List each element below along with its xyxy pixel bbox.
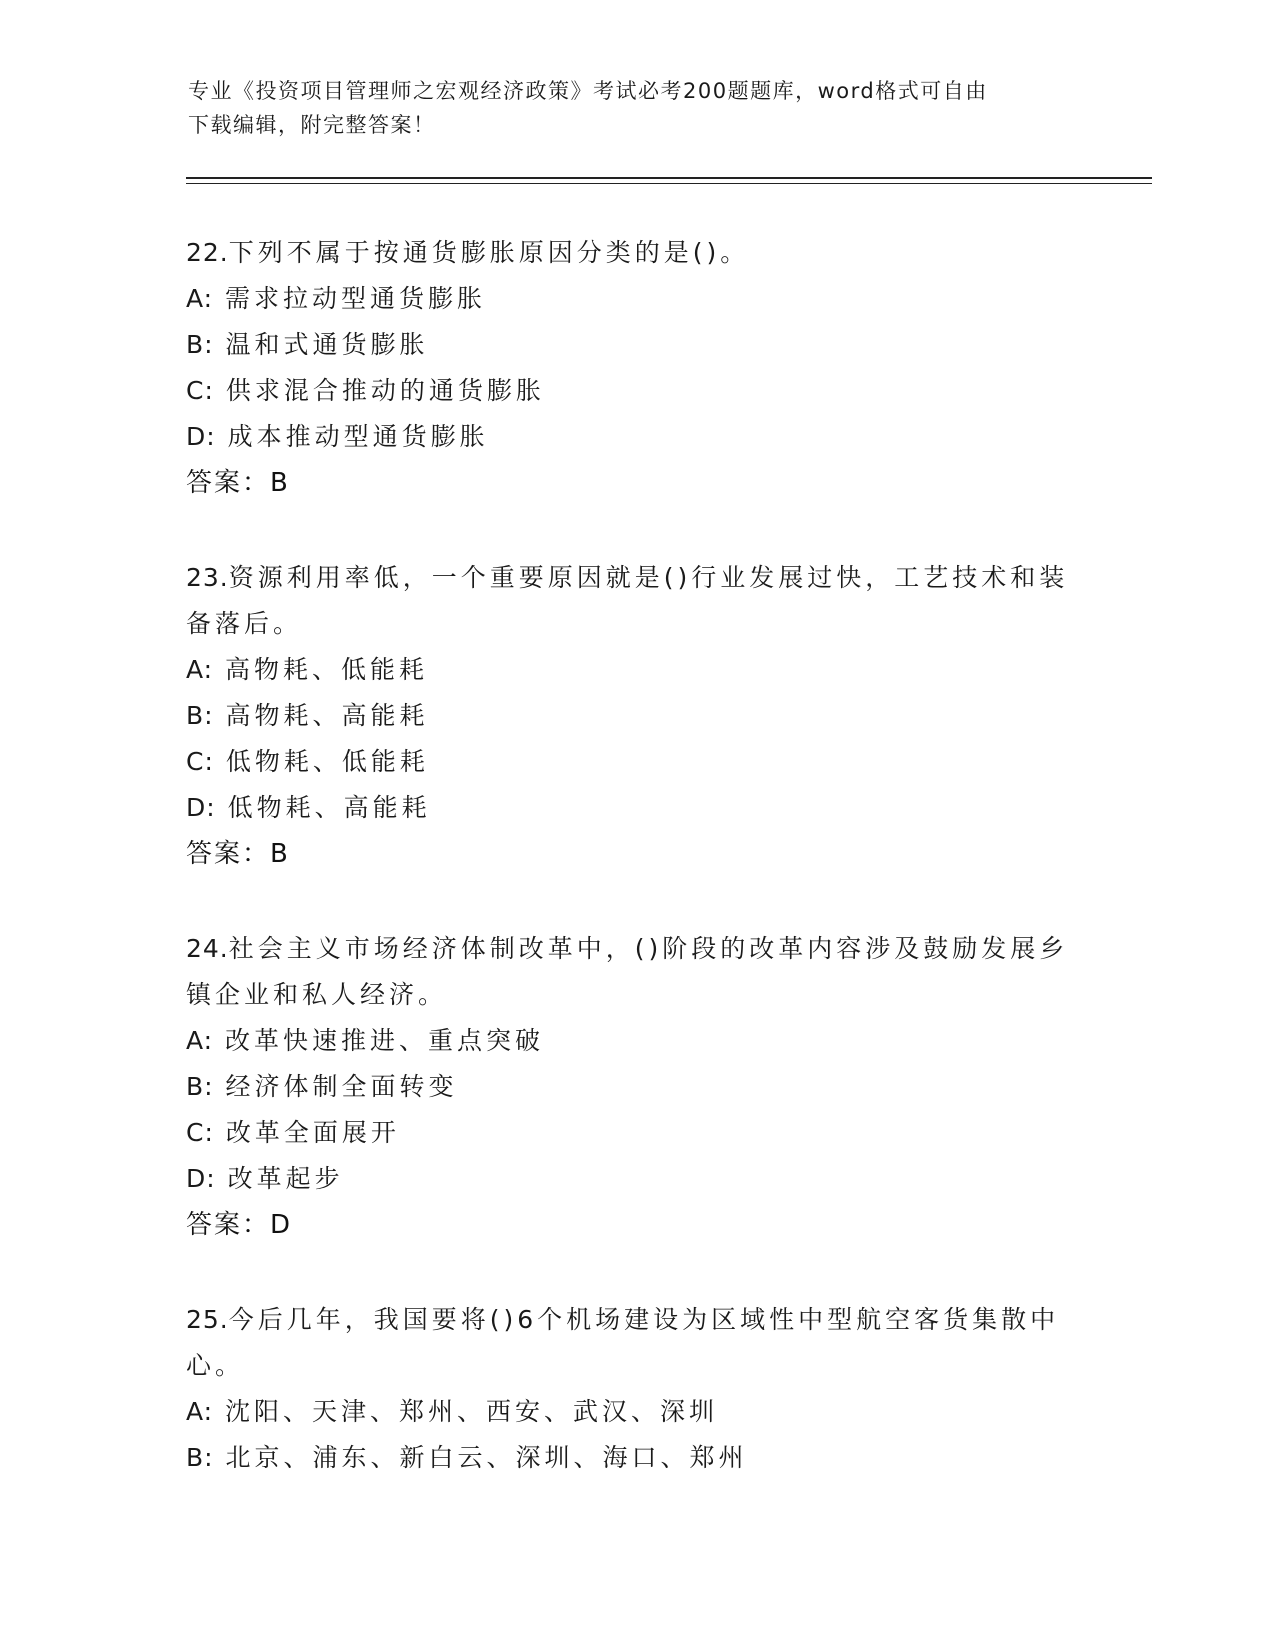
answer-value: B [270,468,288,498]
option-letter: A: [186,655,214,684]
question-stem-line-1: 下列不属于按通货膨胀原因分类的是()。 [228,238,750,267]
option-c [186,368,1086,414]
option-letter: A: [186,1397,214,1426]
document-header [188,74,1088,142]
option-text: 改革快速推进、重点突破 [225,1026,545,1055]
answer-label: 答案： [186,1210,271,1240]
question-number: 23. [186,563,229,592]
question-25 [186,1297,1086,1481]
answer-line [186,1202,1086,1248]
question-stem [186,1297,1086,1343]
option-a [186,276,1086,322]
option-text: 成本推动型通货膨胀 [227,422,489,451]
option-b [186,1064,1086,1110]
option-text: 北京、浦东、新白云、深圳、海口、郑州 [225,1443,748,1472]
option-text: 需求拉动型通货膨胀 [225,284,487,313]
header-divider-top [186,177,1152,179]
question-stem-line-1: 资源利用率低，一个重要原因就是()行业发展过快，工艺技术和装 [228,563,1069,592]
answer-value: B [270,839,288,869]
question-stem [186,230,1086,276]
header-line-1: 专业《投资项目管理师之宏观经济政策》考试必考200题题库，word格式可自由 [188,79,988,103]
question-stem-line-2: 心。 [186,1351,245,1380]
question-stem [186,555,1086,601]
option-text: 沈阳、天津、郑州、西安、武汉、深圳 [225,1397,719,1426]
option-text: 低物耗、高能耗 [227,793,431,822]
option-d [186,414,1086,460]
answer-value: D [270,1210,291,1240]
option-a [186,1018,1086,1064]
answer-line [186,831,1086,877]
header-line-2: 下载编辑，附完整答案！ [188,113,436,137]
option-text: 改革起步 [227,1164,344,1193]
option-b [186,1435,1086,1481]
option-letter: B: [186,1072,214,1101]
option-text: 高物耗、低能耗 [225,655,429,684]
question-stem-line-2: 备落后。 [186,609,303,638]
option-b [186,322,1086,368]
question-stem [186,926,1086,972]
option-c [186,739,1086,785]
option-text: 高物耗、高能耗 [225,701,429,730]
question-22 [186,230,1086,506]
option-d [186,785,1086,831]
option-letter: C: [186,1118,214,1147]
option-a [186,647,1086,693]
question-24 [186,926,1086,1248]
option-letter: D: [186,422,216,451]
option-text: 供求混合推动的通货膨胀 [225,376,545,405]
question-list [186,230,1086,1530]
question-number: 22. [186,238,229,267]
option-letter: C: [186,376,214,405]
option-a [186,1389,1086,1435]
option-letter: B: [186,1443,214,1472]
option-letter: C: [186,747,214,776]
answer-line [186,460,1086,506]
question-stem-line-1: 今后几年，我国要将()6个机场建设为区域性中型航空客货集散中 [228,1305,1060,1334]
answer-label: 答案： [186,468,271,498]
option-text: 经济体制全面转变 [225,1072,458,1101]
option-letter: B: [186,701,214,730]
question-number: 24. [186,934,229,963]
option-text: 低物耗、低能耗 [225,747,429,776]
option-letter: A: [186,1026,214,1055]
option-letter: A: [186,284,214,313]
option-d [186,1156,1086,1202]
option-c [186,1110,1086,1156]
header-divider-bottom [186,183,1152,184]
question-stem-line-1: 社会主义市场经济体制改革中，()阶段的改革内容涉及鼓励发展乡 [228,934,1069,963]
option-letter: D: [186,1164,216,1193]
option-text: 改革全面展开 [225,1118,400,1147]
answer-label: 答案： [186,839,271,869]
option-letter: B: [186,330,214,359]
question-stem-line-2: 镇企业和私人经济。 [186,980,448,1009]
question-23 [186,555,1086,877]
option-letter: D: [186,793,216,822]
question-number: 25. [186,1305,229,1334]
option-text: 温和式通货膨胀 [225,330,429,359]
option-b [186,693,1086,739]
